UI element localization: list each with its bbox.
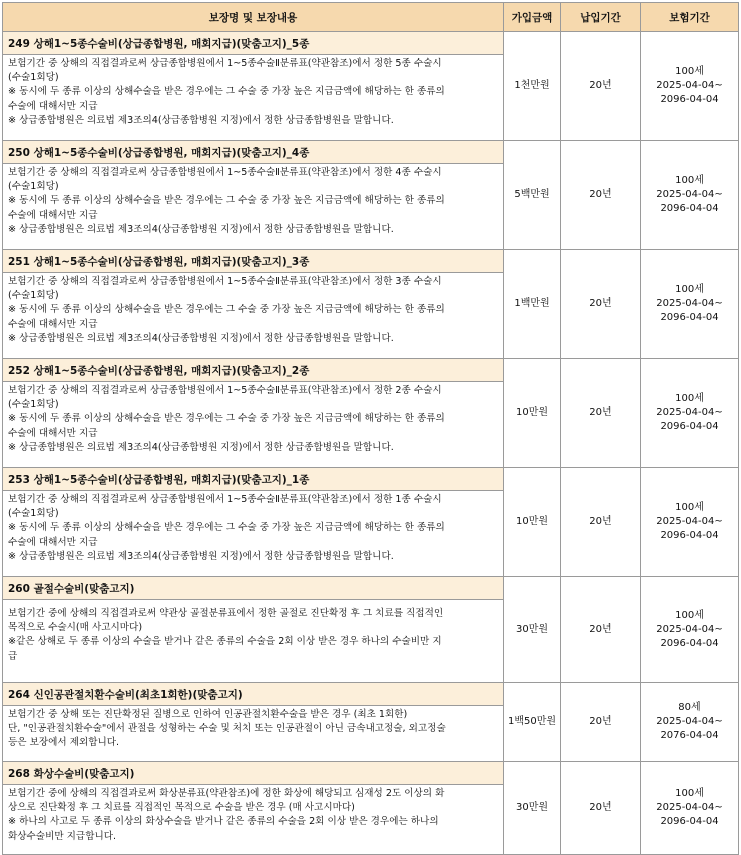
description-line: 수술에 대해서만 지급: [8, 536, 98, 548]
insurance-period-start: 2025-04-04~: [656, 80, 723, 91]
header-payment-period: 납입기간: [561, 3, 641, 32]
amount-cell: 10만원: [504, 359, 561, 468]
coverage-description: [3, 706, 504, 762]
table-header-row: [3, 3, 739, 32]
insurance-period-start: 2025-04-04~: [656, 716, 723, 727]
coverage-rows: [3, 32, 739, 855]
description-line: ※ 상급종합병원은 의료법 제3조의4(상급종합병원 지정)에서 정한 상급종합병원을 말합니다.: [8, 114, 394, 126]
description-line: 보험기간 중 상해 또는 진단확정된 질병으로 인하여 인공관절치환수술을 받은 경우 (최초 1회한): [8, 709, 408, 720]
insurance-period-age: 100세: [675, 66, 704, 77]
description-line: 수술에 대해서만 지급: [8, 427, 98, 439]
amount-cell: 1백50만원: [504, 683, 561, 762]
description-line: ※ 동시에 두 종류 이상의 상해수술을 받은 경우에는 그 수술 중 가장 높은 지급금액에 해당하는 한 종류의: [8, 195, 445, 207]
insurance-period-end: 2096-04-04: [660, 203, 719, 214]
coverage-description: [3, 785, 504, 855]
insurance-period-cell: [641, 683, 739, 762]
coverage-table: [2, 2, 739, 855]
description-line: 상으로 진단확정 후 그 치료를 직접적인 목적으로 수술을 받은 경우 (매 사고시마다): [8, 802, 355, 814]
payment-period-cell: 20년: [561, 683, 641, 762]
description-line: ※ 하나의 사고로 두 종류 이상의 화상수술을 받거나 같은 종류의 수술을 2회 이상 받은 경우에는 하나의: [8, 816, 439, 828]
coverage-name: 260 골절수술비(맞춤고지): [3, 577, 504, 600]
insurance-period-cell: [641, 141, 739, 250]
insurance-period-end: 2096-04-04: [660, 816, 719, 827]
description-line: (수술1회당): [8, 508, 59, 520]
insurance-period-start: 2025-04-04~: [656, 189, 723, 200]
insurance-period-age: 100세: [675, 502, 704, 513]
insurance-period-end: 2096-04-04: [660, 94, 719, 105]
insurance-period-cell: [641, 32, 739, 141]
description-line: ※ 상급종합병원은 의료법 제3조의4(상급종합병원 지정)에서 정한 상급종합병원을 말합니다.: [8, 332, 394, 344]
description-line: 단, "인공관절치환수술"에서 관절을 성형하는 수술 및 처치 또는 인공관절이 아닌 금속내고정술, 외고정술: [8, 723, 446, 735]
description-line: 보험기간 중에 상해의 직접결과로써 약관상 골절분류표에서 정한 골절로 진단확정 후 그 치료를 직접적인: [8, 608, 444, 619]
payment-period-cell: 20년: [561, 577, 641, 683]
coverage-description: [3, 600, 504, 683]
description-line: 보험기간 중 상해의 직접결과로써 상급종합병원에서 1~5종수술Ⅱ분류표(약관참조)에서 정한 4종 수술시: [8, 167, 442, 178]
description-line: 수술에 대해서만 지급: [8, 318, 98, 330]
coverage-name: 252 상해1~5종수술비(상급종합병원, 매회지급)(맞춤고지)_2종: [3, 359, 504, 382]
header-insurance-period: 보험기간: [641, 3, 739, 32]
description-line: 급: [8, 650, 18, 662]
coverage-name-row: [3, 683, 739, 706]
description-line: (수술1회당): [8, 399, 59, 411]
coverage-name: 264 신인공관절치환수술비(최초1회한)(맞춤고지): [3, 683, 504, 706]
description-line: (수술1회당): [8, 181, 59, 193]
coverage-name-row: [3, 141, 739, 164]
insurance-period-end: 2096-04-04: [660, 312, 719, 323]
description-line: ※ 상급종합병원은 의료법 제3조의4(상급종합병원 지정)에서 정한 상급종합병원을 말합니다.: [8, 550, 394, 562]
description-line: ※ 동시에 두 종류 이상의 상해수술을 받은 경우에는 그 수술 중 가장 높은 지급금액에 해당하는 한 종류의: [8, 522, 445, 534]
coverage-name: 249 상해1~5종수술비(상급종합병원, 매회지급)(맞춤고지)_5종: [3, 32, 504, 55]
description-line: ※같은 상해로 두 종류 이상의 수술을 받거나 같은 종류의 수술을 2회 이상 받은 경우 하나의 수술비만 지: [8, 636, 442, 648]
coverage-name: 268 화상수술비(맞춤고지): [3, 762, 504, 785]
payment-period-cell: 20년: [561, 141, 641, 250]
coverage-description: [3, 273, 504, 359]
coverage-description: [3, 491, 504, 577]
insurance-period-start: 2025-04-04~: [656, 407, 723, 418]
insurance-period-cell: [641, 359, 739, 468]
description-line: 보험기간 중 상해의 직접결과로써 상급종합병원에서 1~5종수술Ⅱ분류표(약관참조)에서 정한 3종 수술시: [8, 276, 442, 287]
coverage-description: [3, 55, 504, 141]
insurance-period-end: 2096-04-04: [660, 421, 719, 432]
payment-period-cell: 20년: [561, 250, 641, 359]
amount-cell: 1천만원: [504, 32, 561, 141]
description-line: 보험기간 중 상해의 직접결과로써 상급종합병원에서 1~5종수술Ⅱ분류표(약관참조)에서 정한 1종 수술시: [8, 494, 442, 505]
insurance-period-start: 2025-04-04~: [656, 802, 723, 813]
coverage-description: [3, 164, 504, 250]
description-line: 등은 보장에서 제외합니다.: [8, 737, 120, 749]
coverage-name-row: [3, 762, 739, 785]
description-line: 목적으로 수술시(매 사고시마다): [8, 622, 143, 634]
payment-period-cell: 20년: [561, 359, 641, 468]
insurance-period-start: 2025-04-04~: [656, 623, 723, 635]
insurance-period-end: 2096-04-04: [660, 637, 719, 649]
insurance-period-age: 100세: [675, 284, 704, 295]
coverage-description: [3, 382, 504, 468]
description-line: 보험기간 중 상해의 직접결과로써 상급종합병원에서 1~5종수술Ⅱ분류표(약관참조)에서 정한 5종 수술시: [8, 58, 442, 69]
description-line: ※ 동시에 두 종류 이상의 상해수술을 받은 경우에는 그 수술 중 가장 높은 지급금액에 해당하는 한 종류의: [8, 86, 445, 98]
description-line: ※ 동시에 두 종류 이상의 상해수술을 받은 경우에는 그 수술 중 가장 높은 지급금액에 해당하는 한 종류의: [8, 304, 445, 316]
insurance-period-age: 100세: [675, 175, 704, 186]
insurance-period-start: 2025-04-04~: [656, 516, 723, 527]
coverage-name-row: [3, 32, 739, 55]
insurance-period-cell: [641, 762, 739, 855]
description-line: ※ 동시에 두 종류 이상의 상해수술을 받은 경우에는 그 수술 중 가장 높은 지급금액에 해당하는 한 종류의: [8, 413, 445, 425]
description-line: 수술에 대해서만 지급: [8, 209, 98, 221]
amount-cell: 30만원: [504, 762, 561, 855]
insurance-period-cell: [641, 468, 739, 577]
payment-period-cell: 20년: [561, 32, 641, 141]
description-line: ※ 상급종합병원은 의료법 제3조의4(상급종합병원 지정)에서 정한 상급종합병원을 말합니다.: [8, 441, 394, 453]
coverage-name: 251 상해1~5종수술비(상급종합병원, 매회지급)(맞춤고지)_3종: [3, 250, 504, 273]
description-line: 보험기간 중 상해의 직접결과로써 상급종합병원에서 1~5종수술Ⅱ분류표(약관참조)에서 정한 2종 수술시: [8, 385, 442, 396]
insurance-period-age: 80세: [678, 702, 701, 713]
insurance-period-cell: [641, 577, 739, 683]
header-coverage-name: 보장명 및 보장내용: [3, 3, 504, 32]
insurance-period-age: 100세: [675, 393, 704, 404]
description-line: ※ 상급종합병원은 의료법 제3조의4(상급종합병원 지정)에서 정한 상급종합병원을 말합니다.: [8, 223, 394, 235]
amount-cell: 30만원: [504, 577, 561, 683]
amount-cell: 1백만원: [504, 250, 561, 359]
description-line: 보험기간 중에 상해의 직접결과로써 화상분류표(약관참조)에 정한 화상에 해당되고 심재성 2도 이상의 화: [8, 788, 445, 799]
insurance-period-end: 2076-04-04: [660, 730, 719, 741]
amount-cell: 5백만원: [504, 141, 561, 250]
coverage-name-row: [3, 359, 739, 382]
description-line: 수술에 대해서만 지급: [8, 100, 98, 112]
header-amount: 가입금액: [504, 3, 561, 32]
coverage-name-row: [3, 577, 739, 600]
coverage-name-row: [3, 468, 739, 491]
coverage-name-row: [3, 250, 739, 273]
coverage-name: 250 상해1~5종수술비(상급종합병원, 매회지급)(맞춤고지)_4종: [3, 141, 504, 164]
description-line: (수술1회당): [8, 290, 59, 302]
amount-cell: 10만원: [504, 468, 561, 577]
payment-period-cell: 20년: [561, 468, 641, 577]
insurance-period-end: 2096-04-04: [660, 530, 719, 541]
insurance-period-cell: [641, 250, 739, 359]
insurance-period-age: 100세: [675, 788, 704, 799]
payment-period-cell: 20년: [561, 762, 641, 855]
coverage-name: 253 상해1~5종수술비(상급종합병원, 매회지급)(맞춤고지)_1종: [3, 468, 504, 491]
insurance-period-age: 100세: [675, 609, 704, 621]
insurance-period-start: 2025-04-04~: [656, 298, 723, 309]
description-line: (수술1회당): [8, 72, 59, 84]
description-line: 화상수술비만 지급합니다.: [8, 830, 117, 842]
